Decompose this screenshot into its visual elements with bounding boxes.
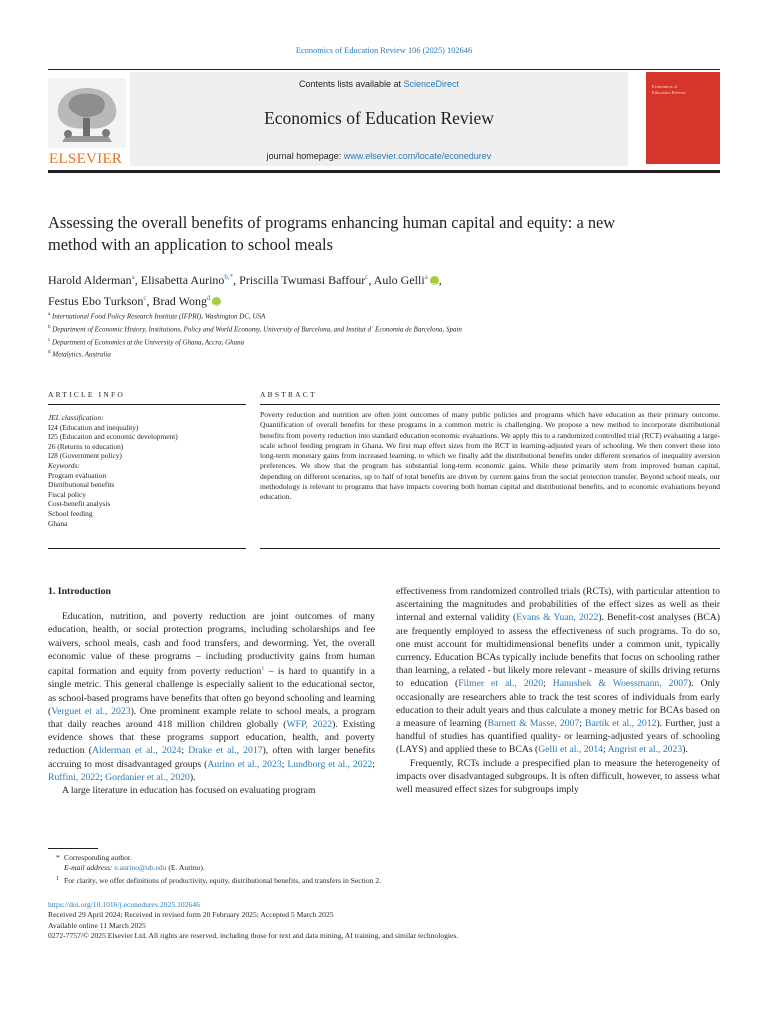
publication-info: [48, 900, 728, 941]
homepage-link[interactable]: www.elsevier.com/locate/econedurev: [343, 151, 492, 161]
author-affiliation-mark[interactable]: d: [206, 294, 211, 302]
citation-link[interactable]: Barnett & Masse, 2007: [487, 718, 580, 730]
received-dates: Received 29 April 2024; Received in revised form 20 February 2025; Accepted 5 March 2025: [48, 910, 334, 920]
journal-banner: [48, 72, 628, 168]
article-info-block: [48, 413, 248, 528]
abstract-bottom-rule: [260, 548, 720, 549]
contents-line: Contents lists available at ScienceDirect: [298, 79, 460, 89]
affiliation-a: $^a$ International Food Policy Research Institute (IFPRI), Washington DC, USA: [48, 312, 266, 321]
citation-link[interactable]: Verguet et al., 2023: [51, 705, 131, 717]
jel-item: I28 (Government policy): [48, 451, 122, 461]
citation-link[interactable]: Aurino et al., 2023: [207, 758, 282, 770]
footnote-ref-1[interactable]: 1: [261, 666, 265, 673]
article-title: Assessing the overall benefits of programs enhancing human capital and equity: a new method with an application to school meals: [48, 213, 616, 254]
jel-item: I25 (Education and economic development): [48, 432, 178, 442]
author-name: Harold Alderman: [48, 273, 132, 287]
section-heading-introduction: 1. Introduction: [48, 586, 111, 597]
keyword-item: Cost-benefit analysis: [48, 499, 111, 509]
author[interactable]: [141, 273, 239, 287]
author[interactable]: [48, 294, 152, 308]
author-name: Brad Wong: [152, 294, 207, 308]
footnote-corresponding: * Corresponding author.: [56, 853, 132, 862]
author-affiliation-mark[interactable]: a: [424, 273, 428, 281]
article-info-heading: ARTICLE INFO: [48, 390, 125, 399]
footnote-1: 1 For clarity, we offer definitions of productivity, equity, distributional benefits, and transfers in Section 2.: [56, 875, 382, 885]
cover-title: Economics of Education Review: [652, 84, 686, 95]
citation-link[interactable]: Lundborg et al., 2022: [287, 758, 373, 770]
footnotes: [48, 853, 728, 886]
body-paragraph: Education, nutrition, and poverty reduction are joint outcomes of many education, health, or social protection programs, including scholarships and fee waivers, school meals, cash and food transfers, and deworming. Yet, the overall economic value of these programs – including productivity gains from human capital formation and equity from poverty reduction$^1$ – is hard to quantify in a single metric. This general challenge is especially salient to the educational sector, as school-based programs have benefits that often go beyond schooling and learning (Verguet et al., 2023). One prominent example relate to school meals, a program that daily reaches around 418 million children globally (WFP, 2022). Existing evidence shows that these programs support education, health, and poverty reduction (Alderman et al., 2024; Drake et al., 2017), often with larger benefits accruing to most disadvantaged groups (Aurino et al., 2023; Lundborg et al., 2022; Ruffini, 2022; Gordanier et al., 2020).: [48, 611, 375, 783]
copyright-notice: 0272-7757/© 2025 Elsevier Ltd. All rights are reserved, including those for text and data mining, AI training, and similar technologies.: [48, 930, 459, 940]
citation-link[interactable]: WFP, 2022: [286, 719, 333, 731]
keywords-label: Keywords:: [48, 460, 80, 470]
author[interactable]: [152, 294, 221, 308]
journal-cover-image[interactable]: [646, 72, 720, 164]
author-separator: ,: [146, 294, 153, 308]
citation-link[interactable]: Alderman et al., 2024: [91, 745, 182, 757]
author-separator: ,: [438, 273, 442, 287]
author-affiliation-mark[interactable]: c: [365, 273, 369, 281]
elsevier-wordmark: ELSEVIER: [49, 151, 123, 167]
author-name: Aulo Gelli: [373, 273, 425, 287]
citation-link[interactable]: Gelli et al., 2014: [538, 744, 604, 756]
author-separator: ,: [134, 273, 141, 287]
author-separator: ,: [368, 273, 374, 287]
abstract-rule: [260, 404, 720, 405]
jel-item: 26 (Returns to education): [48, 441, 124, 451]
body-left-column: [48, 585, 375, 797]
citation-link[interactable]: Evans & Yuan, 2022: [516, 612, 599, 624]
citation-link[interactable]: Filmer et al., 2020: [458, 678, 544, 690]
abstract-heading: ABSTRACT: [260, 390, 317, 399]
orcid-icon[interactable]: [430, 276, 439, 285]
author-affiliation-mark[interactable]: c: [143, 294, 147, 302]
available-online-date: Available online 11 March 2025: [48, 920, 146, 930]
affiliation-d: $^d$ Metalytics, Australia: [48, 350, 111, 359]
citation-link[interactable]: Bartik et al., 2012: [585, 718, 657, 730]
citation-link[interactable]: Ruffini, 2022: [48, 771, 101, 783]
keyword-item: School feeding: [48, 508, 93, 518]
author-affiliation-mark[interactable]: b,*: [224, 273, 234, 281]
keyword-item: Distributional benefits: [48, 480, 115, 490]
footnote-email: E-mail address: e.aurino@ub.edu (E. Aurino).: [64, 863, 205, 873]
homepage-line: journal homepage: www.elsevier.com/locate/econedurev: [266, 151, 492, 161]
author-separator: ,: [233, 273, 240, 287]
jel-item: I24 (Education and inequality): [48, 422, 139, 432]
body-paragraph: A large literature in education has focused on evaluating program: [62, 785, 316, 797]
author-name: Elisabetta Aurino: [140, 273, 225, 287]
article-info-rule: [48, 404, 246, 405]
body-right-column: [396, 585, 720, 796]
keyword-item: Program evaluation: [48, 470, 107, 480]
email-link[interactable]: e.aurino@ub.edu: [114, 863, 167, 873]
journal-title: Economics of Education Review: [264, 108, 494, 128]
citation-link[interactable]: Hanushek & Woessmann, 2007: [552, 678, 688, 690]
author[interactable]: [239, 273, 374, 287]
author-name: Priscilla Twumasi Baffour: [239, 273, 366, 287]
jel-label: JEL classification:: [48, 413, 104, 422]
affiliation-b: $^b$ Department of Economic History, Institutions, Policy and World Economy, University of Barcelona, and Institut d´ Economia de Barcelona, Spain: [48, 325, 462, 334]
abstract-text: Poverty reduction and nutrition are often joint outcomes of many public policies and programs which have education as their primary outcome. Quantification of overall benefits for these programs in a common metric is challenging. We propose a new method to incorporate distributional benefits from poverty reduction into standard education economic evaluations. We apply this to a randomized controlled trial (RCT) evaluating a large-scale school feeding program in Ghana. We first map effect sizes from the RCT in learning-adjusted years of schooling. We then convert these into long-term monetary gains from increased learning, to which we finally add the distributional benefits under different scenarios of inequality aversion preferences. We show that the program has substantial long-term economic gains. While these primarily stem from improved human capital, depending on different scenarios, up to half of total benefits are driven by current gains from the social protection transfer. Beyond school meals, our methodology is relevant to programs that have impacts covering both human capital and distributional benefits, and to economic evaluations beyond education.: [260, 410, 720, 502]
author[interactable]: [48, 273, 141, 287]
header-rule: [48, 69, 720, 70]
banner-rule: [48, 170, 720, 173]
sciencedirect-link[interactable]: ScienceDirect: [403, 79, 460, 89]
doi-link[interactable]: https://doi.org/10.1016/j.econedurev.2025.102646: [48, 900, 200, 909]
body-paragraph: effectiveness from randomized controlled trials (RCTs), with particular attention to ascertaining the magnitudes and probabilities of the effect sizes as well as their internal and external validity (Evans & Yuan, 2022). Benefit-cost analyses (BCA) are frequently employed to assess the effectiveness of such programs. To do so, one must account for multidimensional benefits under a common unit, typically currency. Education BCAs typically include benefits that focus on schooling rather than learning, a related - but likely more relevant - measure of skills driving returns to education (Filmer et al., 2020; Hanushek & Woessmann, 2007). Only occasionally are researchers able to track the test scores of individuals from early education to their adult years and thus calculate a money metric for BCAs based on a measure of learning (Barnett & Masse, 2007; Bartik et al., 2012). Further, just a handful of studies has quantified quality- or learning-adjusted years of schooling (LAYS) and applied these to BCAs (Gelli et al., 2014; Angrist et al., 2023).: [396, 586, 721, 756]
keyword-item: Fiscal policy: [48, 489, 86, 499]
author[interactable]: [374, 273, 442, 287]
orcid-icon[interactable]: [212, 297, 221, 306]
keyword-item: Ghana: [48, 518, 68, 528]
citation-link[interactable]: Angrist et al., 2023: [607, 744, 683, 756]
footnote-rule: [48, 848, 98, 849]
author-name: Festus Ebo Turkson: [48, 294, 144, 308]
masthead-box: [130, 72, 628, 166]
author-list: [48, 268, 688, 310]
article-info-bottom-rule: [48, 548, 246, 549]
affiliation-c: $^c$ Department of Economics at the University of Ghana, Accra, Ghana: [48, 338, 245, 347]
citation-link[interactable]: Drake et al., 2017: [188, 745, 263, 757]
author-affiliation-mark[interactable]: a: [131, 273, 135, 281]
citation-link[interactable]: Gordanier et al., 2020: [105, 771, 190, 783]
body-paragraph: Frequently, RCTs include a prespecified plan to measure the heterogeneity of impacts over disadvantaged subgroups. It is often difficult, however, to assess what well measured effect sizes for subgroups imply: [396, 757, 720, 796]
journal-citation-link[interactable]: Economics of Education Review 106 (2025) 102646: [295, 46, 473, 55]
